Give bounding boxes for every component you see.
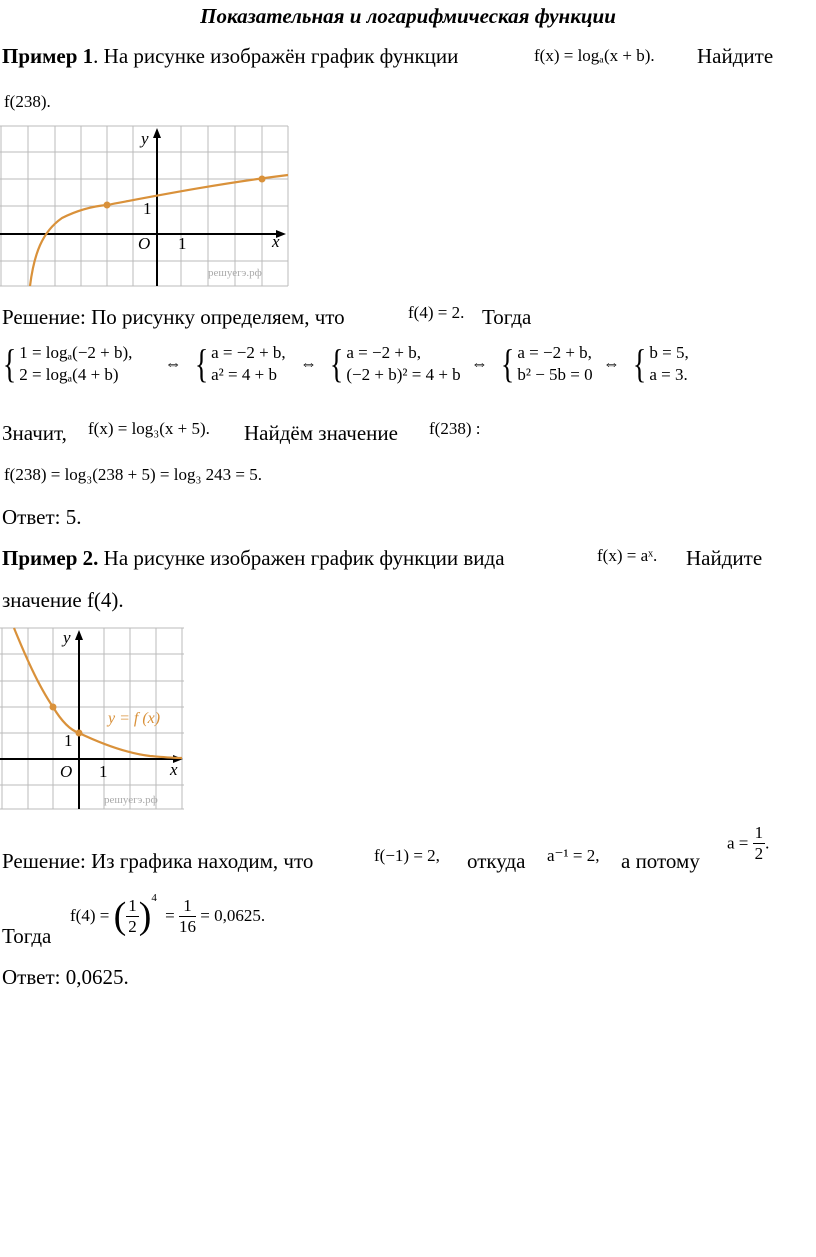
example2-a-value: a = $\frac{1}{2}$ . bbox=[727, 823, 770, 863]
exp-curve bbox=[14, 628, 182, 758]
curve-label: y = f (x) bbox=[108, 710, 161, 727]
example2-a-minus1: a⁻¹ = 2, bbox=[547, 846, 600, 865]
example1-means-formula: f(x) = log₃(x + 5). bbox=[88, 419, 210, 438]
example2-intro: Пример 2. На рисунке изображен график функции вида bbox=[2, 546, 505, 570]
example2-f-minus1: f(−1) = 2, bbox=[374, 846, 440, 865]
example2-solution: Решение: Из графика находим, что bbox=[2, 849, 314, 873]
example1-means: Значит, bbox=[2, 421, 67, 445]
system-1: 1 = logₐ(−2 + b), 2 = logₐ(4 + b) bbox=[19, 343, 133, 384]
y-arrow bbox=[75, 630, 83, 640]
example1-then: Тогда bbox=[482, 305, 532, 329]
example1-label: Пример 1 bbox=[2, 44, 94, 68]
example2-find: Найдите bbox=[686, 546, 763, 570]
tick-x-label: 1 bbox=[178, 234, 187, 253]
example1-find: Найдите bbox=[697, 44, 774, 68]
y-label: y bbox=[63, 628, 71, 647]
example1-find-value-formula: f(238) : bbox=[429, 419, 481, 438]
point-minus1 bbox=[50, 704, 57, 711]
example1-find-value: Найдём значение bbox=[244, 421, 398, 445]
example2-therefore: а потому bbox=[621, 849, 700, 873]
origin-label: O bbox=[60, 762, 73, 781]
watermark: решуегэ.рф bbox=[208, 267, 262, 279]
example2-label: Пример 2. bbox=[2, 546, 99, 570]
example1-intro: Пример 1. На рисунке изображён график функции bbox=[2, 44, 459, 68]
y-arrow bbox=[153, 128, 161, 138]
system-3: a = −2 + b, (−2 + b)² = 4 + b bbox=[346, 343, 461, 384]
log-graph bbox=[0, 124, 290, 288]
watermark: решуегэ.рф bbox=[104, 794, 158, 806]
origin-label: O bbox=[138, 234, 151, 253]
point-b bbox=[259, 176, 266, 183]
x-label: x bbox=[272, 232, 280, 251]
system-5: b = 5, a = 3. bbox=[649, 343, 689, 384]
example2-formula: f(x) = aˣ. bbox=[597, 546, 658, 565]
example1-formula: f(x) = logₐ(x + b). bbox=[534, 46, 655, 65]
example2-then: Тогда bbox=[2, 924, 52, 948]
x-label: x bbox=[170, 760, 178, 779]
exp-graph bbox=[0, 625, 186, 811]
example1-calc: f(238) = log₃(238 + 5) = log₃ 243 = 5. bbox=[4, 465, 262, 484]
tick-y-label: 1 bbox=[143, 199, 152, 218]
page-title: Показательная и логарифмическая функции bbox=[200, 4, 616, 28]
example1-answer: Ответ: 5. bbox=[2, 505, 82, 529]
y-label: y bbox=[141, 129, 149, 148]
point-a bbox=[104, 202, 111, 209]
example1-f4: f(4) = 2. bbox=[408, 303, 465, 322]
example1-target: f(238). bbox=[4, 92, 51, 111]
example2-f4: f(4) = ( $\frac{1}{2}$ )$^4$ = $\frac{1}{16}$ = 0,0625. bbox=[70, 892, 266, 937]
tick-x-label: 1 bbox=[99, 762, 108, 781]
example1-solution: Решение: По рисунку определяем, что bbox=[2, 305, 345, 329]
tick-y-label: 1 bbox=[64, 731, 73, 750]
example2-line2: значение f(4). bbox=[2, 588, 124, 612]
example2-whence: откуда bbox=[467, 849, 526, 873]
system-4: a = −2 + b, b² − 5b = 0 bbox=[517, 343, 593, 384]
system-2: a = −2 + b, a² = 4 + b bbox=[211, 343, 286, 384]
equation-systems: { 1 = logₐ(−2 + b), 2 = logₐ(4 + b) ⇔ { a = −2 + b, a² = 4 + b ⇔ { a = −2 + b, (−2 + b)² = 4 + b ⇔ { a = −2 + b, b² − 5b = 0 ⇔ { b = 5, a = 3. bbox=[2, 341, 689, 386]
point-zero bbox=[76, 730, 83, 737]
example2-answer: Ответ: 0,0625. bbox=[2, 965, 129, 989]
